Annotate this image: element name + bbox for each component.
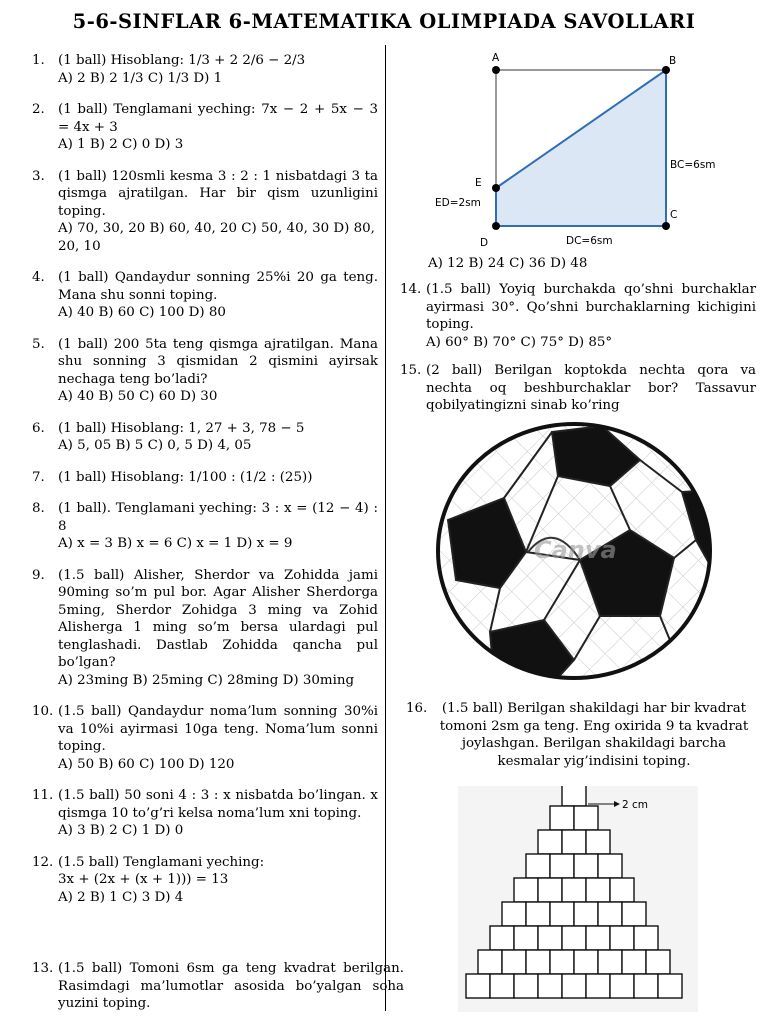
pyramid-square xyxy=(598,854,622,878)
question-text: (1.5 ball) Tenglamani yeching: xyxy=(58,854,265,870)
pyramid-square xyxy=(502,950,526,974)
pyramid-square xyxy=(538,878,562,902)
answer-options: A) 5, 05 B) 5 C) 0, 5 D) 4, 05 xyxy=(58,438,252,453)
question-number: 4. xyxy=(32,270,45,285)
pyramid-square xyxy=(598,950,622,974)
answer-options: A) 2 B) 1 C) 3 D) 4 xyxy=(58,889,184,905)
label-b: B xyxy=(669,55,677,67)
question-text: (1 ball) Qandaydur sonning 25%i 20 ga teng. Mana shu sonni toping. xyxy=(58,270,378,303)
question-13 xyxy=(32,960,404,1013)
pyramid-square xyxy=(646,950,670,974)
pyramid-square xyxy=(610,974,634,998)
question-number: 12. xyxy=(32,854,54,870)
answer-options: A) 3 B) 2 C) 1 D) 0 xyxy=(58,823,184,838)
point-c xyxy=(662,222,670,230)
question-15 xyxy=(400,362,756,415)
pyramid-square xyxy=(538,974,562,998)
pyramid-square xyxy=(574,806,598,830)
label-d: D xyxy=(480,237,489,249)
question-text: (1.5 ball) Berilgan shakildagi har bir kvadrat tomoni 2sm ga teng. Eng oxirida 9 ta kvadrat joylashgan. Berilgan shakildagi barcha kesmalar yig’indisini toping. xyxy=(439,701,749,769)
question-number: 10. xyxy=(32,704,54,719)
question-8 xyxy=(32,500,378,553)
square-figure xyxy=(430,50,720,250)
pyramid-square xyxy=(490,974,514,998)
left-column xyxy=(32,52,404,1011)
pyramid-square xyxy=(550,854,574,878)
pyramid-square xyxy=(658,974,682,998)
question-10 xyxy=(32,703,378,773)
question-text: (1.5 ball) Yoyiq burchakda qo’shni burchaklar ayirmasi 30°. Qo’shni burchaklarning kichigini toping. xyxy=(426,282,756,332)
question-5 xyxy=(32,336,378,406)
pyramid-square xyxy=(598,902,622,926)
question-text: (1.5 ball) Alisher, Sherdor va Zohidda jami 90ming so’m pul bor. Agar Alisher Sherdorga 5ming, Sherdor Zohidga 3 ming va Zohid Alisherga 1 ming so’m bersa ulardagi pul tenglashadi. Dastlab Zohidda qancha pul bo’lgan? xyxy=(58,567,378,670)
question-11 xyxy=(32,787,378,840)
pyramid-square xyxy=(586,974,610,998)
question-number: 16. xyxy=(406,701,428,716)
question-12 xyxy=(32,854,378,907)
question-number: 5. xyxy=(32,336,45,352)
question-2 xyxy=(32,101,378,154)
pyramid-square xyxy=(514,926,538,950)
answer-options: A) x = 3 B) x = 6 C) x = 1 D) x = 9 xyxy=(58,536,293,551)
question-number: 13. xyxy=(32,961,54,976)
watermark-text: Canva xyxy=(534,536,617,564)
pyramid-square xyxy=(526,902,550,926)
label-e: E xyxy=(475,177,482,189)
answer-options-13: A) 12 B) 24 C) 36 D) 48 xyxy=(428,256,588,271)
question-9 xyxy=(32,567,378,690)
pyramid-square xyxy=(634,974,658,998)
pyramid-square xyxy=(622,902,646,926)
question-16 xyxy=(406,700,756,770)
question-number: 2. xyxy=(32,102,45,117)
question-number: 6. xyxy=(32,420,45,436)
question-number: 7. xyxy=(32,469,45,485)
pyramid-square xyxy=(490,926,514,950)
pyramid-square xyxy=(478,950,502,974)
label-ed: ED=2sm xyxy=(435,197,481,209)
pyramid-square xyxy=(610,878,634,902)
answer-options: A) 1 B) 2 C) 0 D) 3 xyxy=(58,137,184,152)
question-3 xyxy=(32,168,378,256)
question-text: (1 ball) Hisoblang: 1/3 + 2 2/6 − 2/3 xyxy=(58,53,306,68)
question-14 xyxy=(400,281,756,351)
pyramid-square xyxy=(514,974,538,998)
point-a xyxy=(492,66,500,74)
answer-options: A) 60° B) 70° C) 75° D) 85° xyxy=(426,334,613,350)
pyramid-square xyxy=(574,950,598,974)
question-text: (1 ball) 200 5ta teng qismga ajratilgan. Mana shu sonning 3 qismidan 2 qismini ayirsak nechaga teng bo’ladi? xyxy=(58,336,378,387)
pyramid-square xyxy=(526,950,550,974)
pyramid-square xyxy=(502,902,526,926)
question-text: (1 ball) Hisoblang: 1/100 : (1/2 : (25)) xyxy=(58,469,313,485)
question-number: 3. xyxy=(32,168,45,184)
answer-options: A) 2 B) 2 1/3 C) 1/3 D) 1 xyxy=(58,70,223,86)
column-divider xyxy=(385,45,386,1011)
pyramid-square xyxy=(538,830,562,854)
page-title: 5-6-SINFLAR 6-MATEMATIKA OLIMPIADA SAVOLLARI xyxy=(72,10,696,33)
pyramid-square xyxy=(550,806,574,830)
question-number: 11. xyxy=(32,788,54,803)
pyramid-square xyxy=(526,854,550,878)
question-text: (1 ball). Tenglamani yeching: 3 : x = (12 − 4) : 8 xyxy=(58,501,378,534)
pyramid-square xyxy=(514,878,538,902)
answer-options: A) 70, 30, 20 B) 60, 40, 20 C) 50, 40, 30 D) 80, 20, 10 xyxy=(58,221,375,254)
question-text: (1.5 ball) Tomoni 6sm ga teng kvadrat berilgan. Rasimdagi ma’lumotlar asosida bo’yalgan soha yuzini toping. xyxy=(58,961,404,1011)
question-text: (1 ball) 120smli kesma 3 : 2 : 1 nisbatdagi 3 ta qismga ajratilgan. Har bir qism uzunligini toping. xyxy=(58,168,378,219)
label-c: C xyxy=(670,209,678,221)
question-number: 1. xyxy=(32,53,45,68)
point-d xyxy=(492,222,500,230)
answer-options: A) 50 B) 60 C) 100 D) 120 xyxy=(58,756,235,772)
question-number: 15. xyxy=(400,363,422,378)
pyramid-square xyxy=(610,926,634,950)
question-text: (1 ball) Tenglamani yeching: 7x − 2 + 5x − 3 = 4x + 3 xyxy=(58,102,378,135)
question-text: (2 ball) Berilgan koptokda nechta qora va nechta oq beshburchaklar bor? Tassavur qobilyatingizni sinab ko’ring xyxy=(426,363,756,413)
square-size-label: 2 cm xyxy=(622,799,649,811)
question-7 xyxy=(32,469,378,487)
pyramid-square xyxy=(586,926,610,950)
question-equation: 3x + (2x + (x + 1))) = 13 xyxy=(58,872,229,887)
question-number: 9. xyxy=(32,567,45,583)
label-bc: BC=6sm xyxy=(670,159,716,171)
pyramid-square xyxy=(574,902,598,926)
pyramid-square xyxy=(574,854,598,878)
square-pyramid-figure xyxy=(458,786,698,1012)
label-dc: DC=6sm xyxy=(566,235,613,247)
point-b xyxy=(662,66,670,74)
pyramid-square xyxy=(562,878,586,902)
pyramid-square xyxy=(550,950,574,974)
answer-options: A) 23ming B) 25ming C) 28ming D) 30ming xyxy=(58,672,355,688)
pyramid-square xyxy=(634,926,658,950)
soccer-ball-image xyxy=(434,420,714,682)
pyramid-square xyxy=(562,830,586,854)
question-1 xyxy=(32,52,378,87)
pyramid-square xyxy=(622,950,646,974)
answer-options: A) 40 B) 60 C) 100 D) 80 xyxy=(58,305,226,320)
pyramid-square xyxy=(562,786,586,806)
pyramid-square xyxy=(550,902,574,926)
point-e xyxy=(492,184,500,192)
pyramid-square xyxy=(562,926,586,950)
question-number: 14. xyxy=(400,282,422,297)
pyramid-square xyxy=(466,974,490,998)
question-4 xyxy=(32,269,378,322)
question-text: (1.5 ball) Qandaydur noma’lum sonning 30%i va 10%i ayirmasi 10ga teng. Noma’lum sonni toping. xyxy=(58,704,378,754)
question-text: (1 ball) Hisoblang: 1, 27 + 3, 78 − 5 xyxy=(58,420,305,436)
label-a: A xyxy=(492,52,500,64)
pyramid-square xyxy=(562,974,586,998)
answer-options: A) 40 B) 50 C) 60 D) 30 xyxy=(58,389,218,404)
pyramid-square xyxy=(586,830,610,854)
question-text: (1.5 ball) 50 soni 4 : 3 : x nisbatda bo’lingan. x qismga 10 to’g’ri kelsa noma’lum xni toping. xyxy=(58,788,378,821)
pyramid-square xyxy=(586,878,610,902)
question-6 xyxy=(32,420,378,455)
question-number: 8. xyxy=(32,501,45,516)
pyramid-square xyxy=(538,926,562,950)
